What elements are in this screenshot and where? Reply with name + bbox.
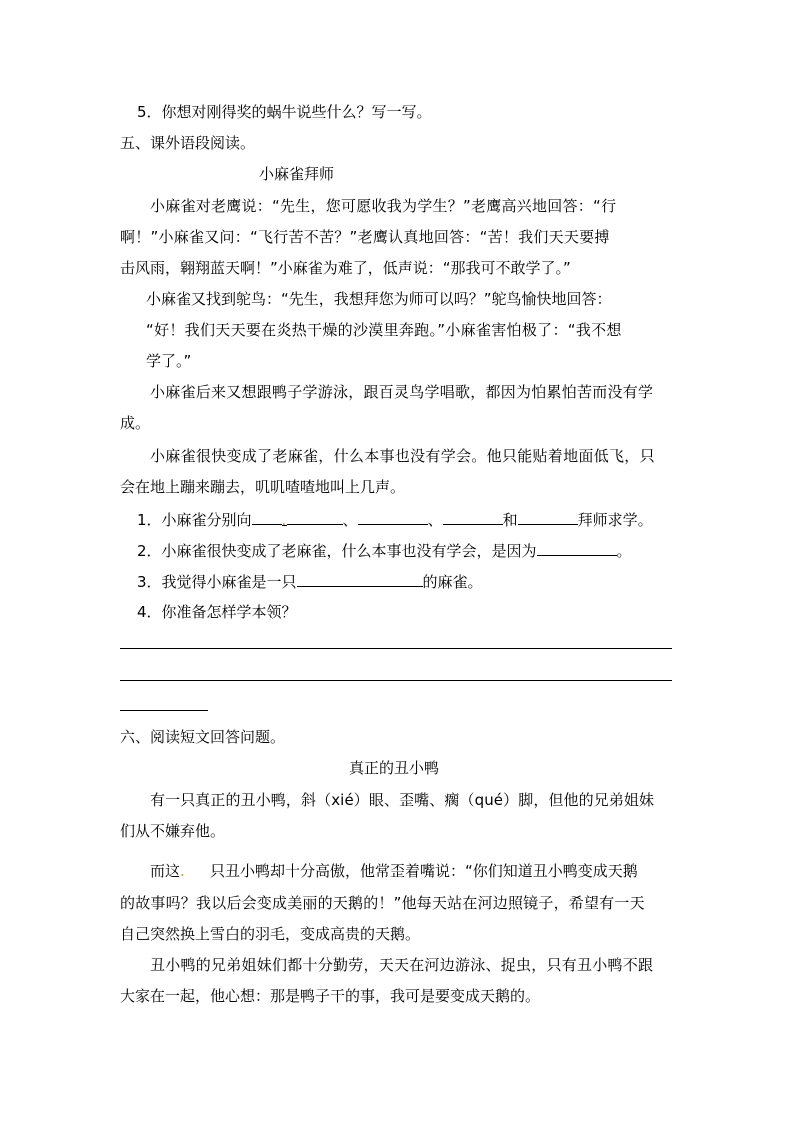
question-2-prompt: 2．小麻雀很快变成了老麻雀，什么本事也没有学会，是因为: [137, 542, 537, 560]
section-5-heading: 五、课外语段阅读。: [120, 134, 256, 152]
question-3-suffix: 的麻雀。: [422, 573, 483, 591]
paragraph-line: 成。: [120, 414, 151, 432]
paragraph-line: 啊！”小麻雀又问：“飞行苦不苦？”老鹰认真地回答：“苦！我们天天要搏: [120, 228, 610, 246]
separator: 、: [342, 511, 358, 529]
question-3: [137, 571, 483, 592]
paragraph-line: 丑小鸭的兄弟姐妹们都十分勤劳，天天在河边游泳、捉虫，只有丑小鸭不跟: [150, 956, 654, 974]
question-4: 4．你准备怎样学本领？: [137, 603, 297, 621]
paragraph-line: 会在地上蹦来蹦去，叽叽喳喳地叫上几声。: [120, 478, 406, 496]
paragraph-line: 们从不嫌弃他。: [120, 822, 226, 840]
paragraph-line: 小麻雀很快变成了老麻雀，什么本事也没有学会。他只能贴着地面低飞，只: [150, 447, 655, 465]
paragraph-line: 击风雨，翱翔蓝天啊！”小麻雀为难了，低声说：“那我可不敢学了。”: [120, 259, 571, 277]
paragraph-line: 小麻雀对老鹰说：“先生，您可愿收我为学生？”老鹰高兴地回答：“行: [150, 197, 617, 215]
paragraph-line: 小麻雀后来又想跟鸭子学游泳，跟百灵鸟学唱歌，都因为怕累怕苦而没有学: [150, 383, 654, 401]
question-5: 5．你想对刚得奖的蜗牛说些什么？写一写。: [137, 103, 432, 121]
paragraph-line: 学了。”: [146, 352, 192, 370]
answer-line[interactable]: [120, 680, 672, 681]
answer-blank[interactable]: [252, 509, 282, 525]
answer-blank[interactable]: [297, 571, 423, 587]
paragraph-line: 大家在一起，他心想：那是鸭子干的事，我可是要变成天鹅的。: [120, 987, 541, 1005]
answer-line[interactable]: [120, 710, 208, 711]
question-3-prompt: 3．我觉得小麻雀是一只: [137, 573, 297, 591]
section-6-heading: 六、阅读短文回答问题。: [120, 728, 286, 746]
question-2: [137, 540, 632, 561]
paragraph-text: 只丑小鸭却十分高傲，他常歪着嘴说：“你们知道丑小鸭变成天鹅: [210, 862, 638, 880]
stray-dot: .: [281, 511, 287, 529]
answer-blank[interactable]: [287, 509, 343, 525]
answer-blank[interactable]: [443, 509, 503, 525]
paragraph-text: 而这: [150, 862, 181, 880]
paragraph-line: 的故事吗？我以后会变成美丽的天鹅的！”他每天站在河边照镜子，希望有一天: [120, 894, 645, 912]
question-1-suffix: 拜师求学。: [577, 511, 653, 529]
question-2-suffix: 。: [616, 542, 632, 560]
paragraph-line: 有一只真正的丑小鸭，斜（xié）眼、歪嘴、瘸（qué）脚，但他的兄弟姐妹: [150, 791, 655, 809]
answer-blank[interactable]: [358, 509, 428, 525]
question-1: [137, 509, 653, 530]
paragraph-line: [150, 861, 638, 881]
answer-line[interactable]: [120, 648, 672, 649]
passage-title-sparrow: 小麻雀拜师: [259, 165, 335, 183]
separator: 、: [427, 511, 443, 529]
paragraph-line: 小麻雀又找到鸵鸟：“先生，我想拜您为师可以吗？”鸵鸟愉快地回答：: [146, 290, 612, 308]
stray-dot: .: [180, 862, 185, 880]
question-1-prompt: 1．小麻雀分别向: [137, 511, 252, 529]
answer-blank[interactable]: [518, 509, 578, 525]
answer-blank[interactable]: [537, 540, 617, 556]
conjunction: 和: [502, 511, 518, 529]
paragraph-line: 自己突然换上雪白的羽毛，变成高贵的天鹅。: [120, 925, 421, 943]
paragraph-line: “好！我们天天要在炎热干燥的沙漠里奔跑。”小麻雀害怕极了：“我不想: [146, 321, 622, 339]
passage-title-duckling: 真正的丑小鸭: [349, 759, 440, 777]
